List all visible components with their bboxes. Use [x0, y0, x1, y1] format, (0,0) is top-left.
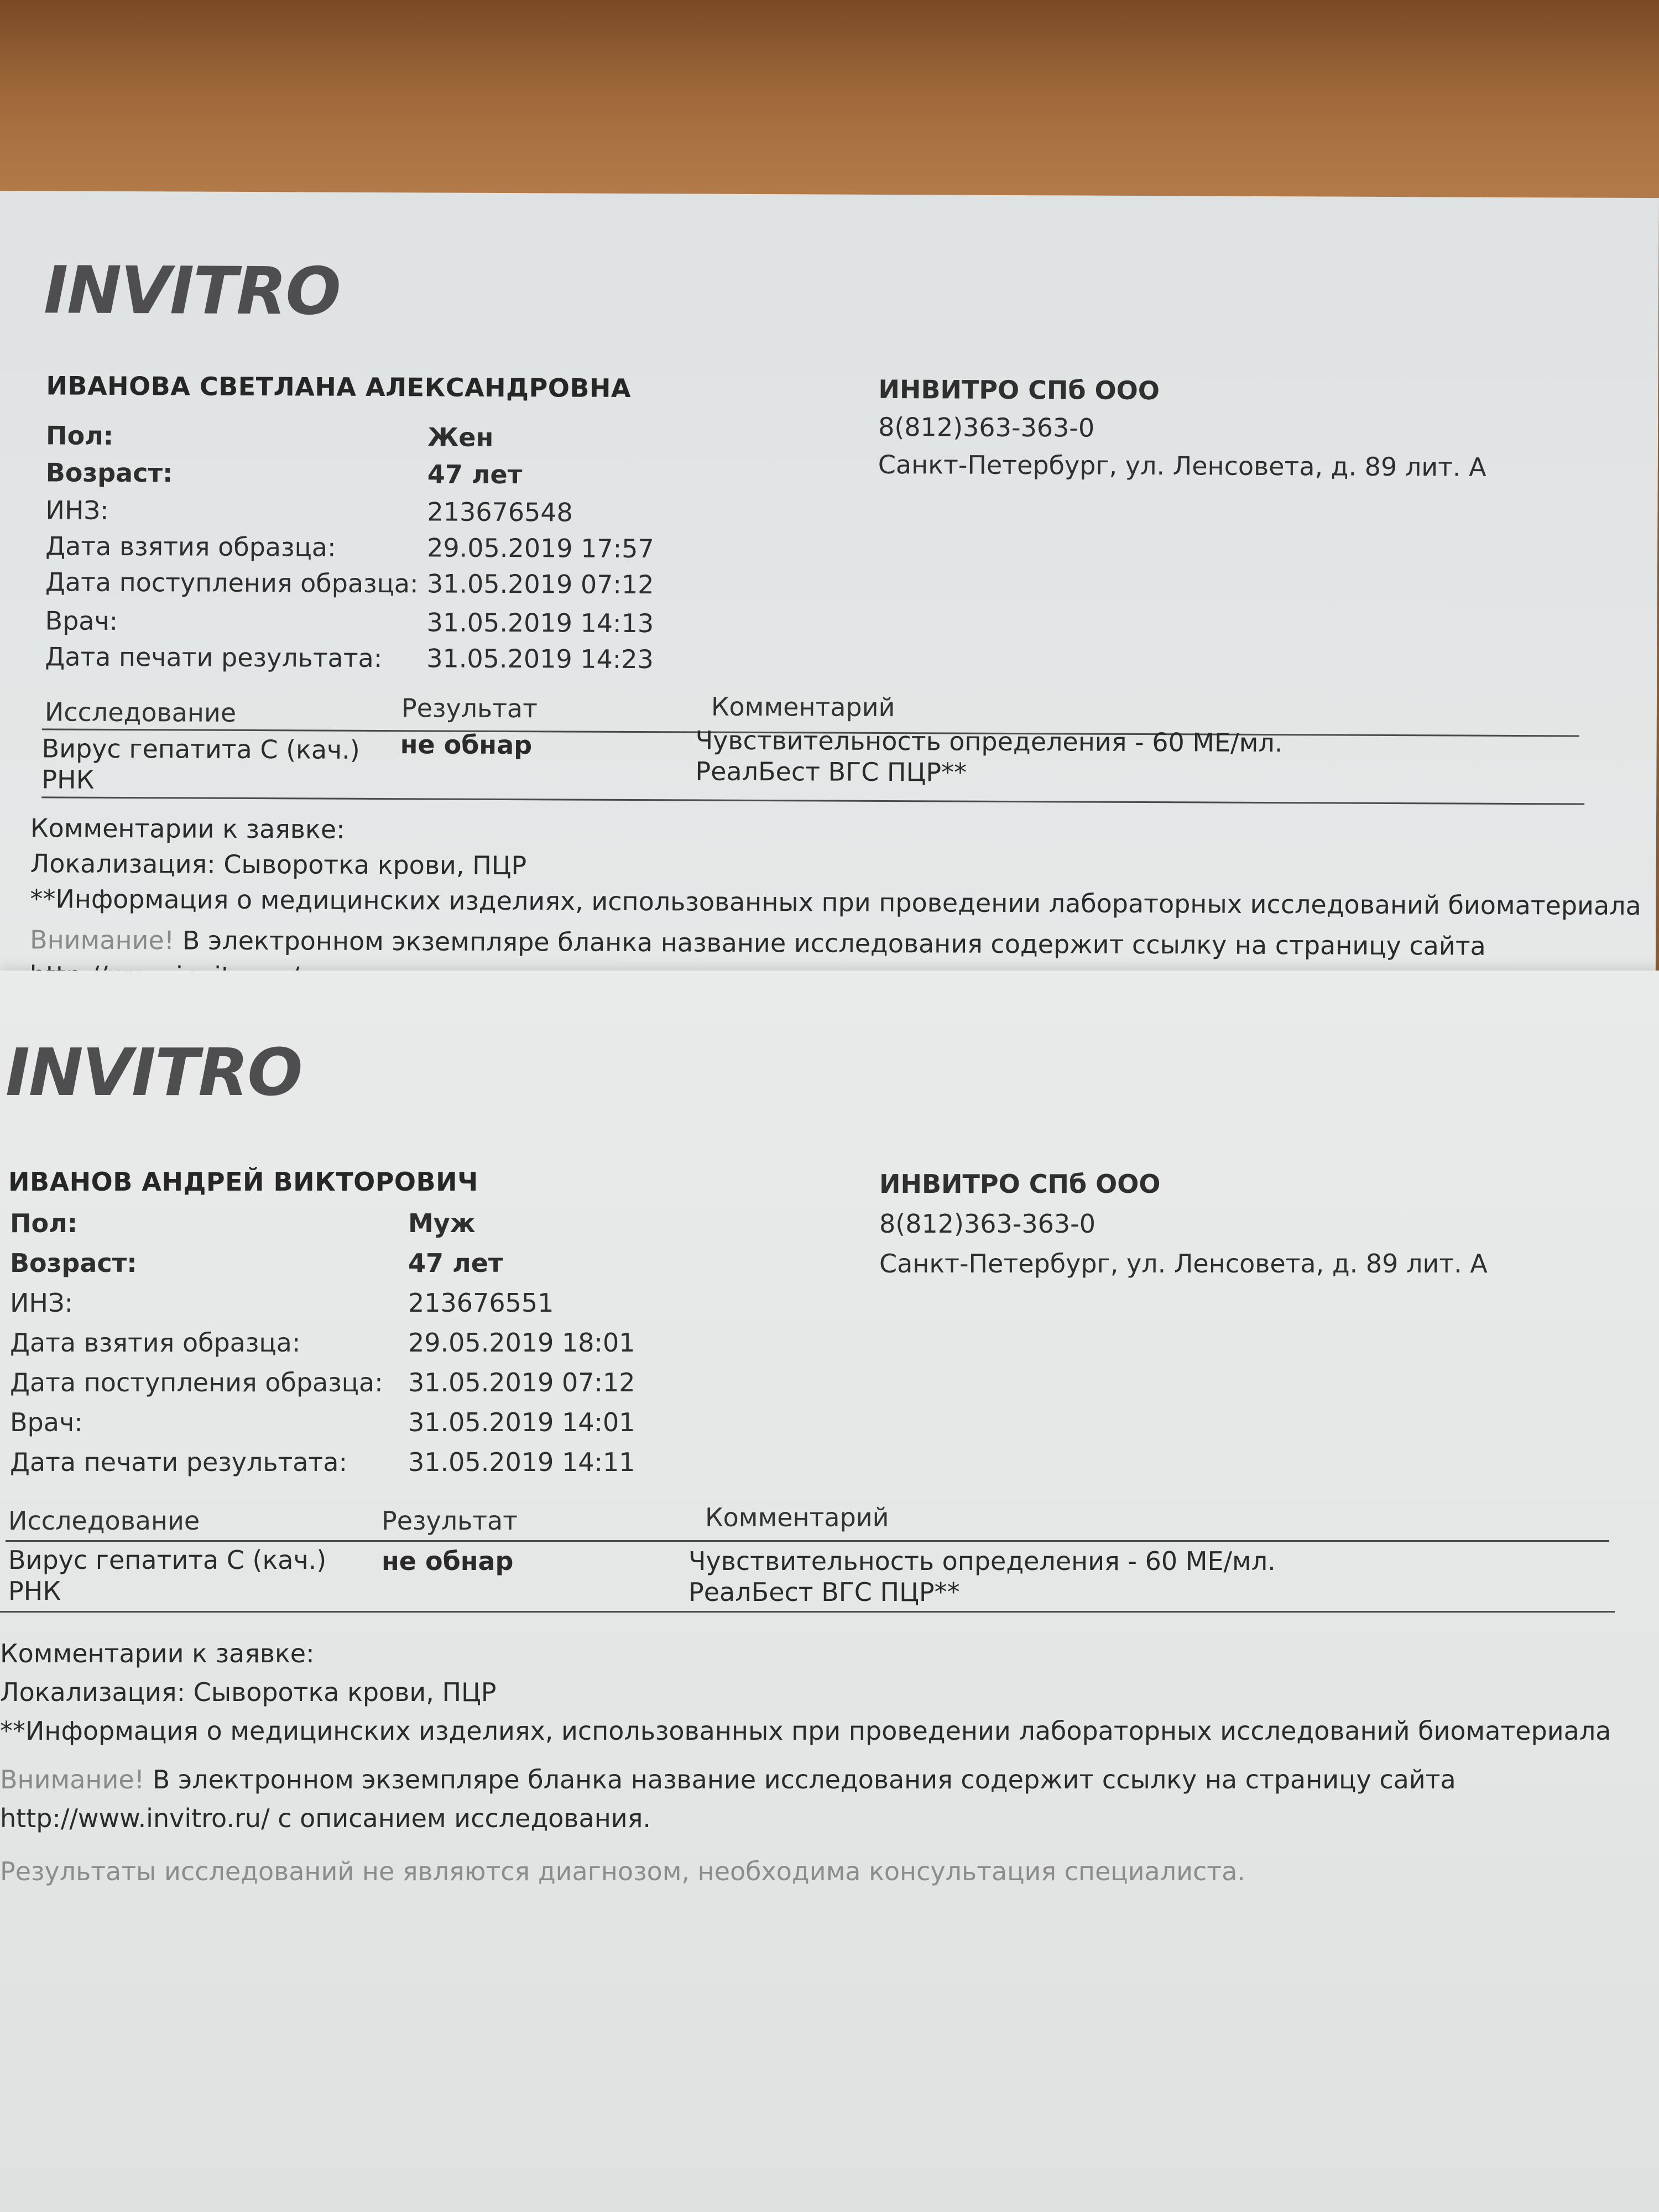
info-label: Дата печати результата: — [10, 1447, 347, 1477]
column-header-comment: Комментарий — [705, 1503, 889, 1532]
lab-name: ИНВИТРО СПб ООО — [879, 1169, 1161, 1199]
table-header-rule — [6, 1540, 1609, 1542]
sex-value: Жен — [427, 422, 494, 452]
sample-received-value: 31.05.2019 07:12 — [426, 568, 654, 600]
test-name-line: РНК — [41, 764, 95, 795]
wooden-table-background — [0, 0, 1659, 221]
test-name-line: Вирус гепатита С (кач.) — [41, 733, 360, 765]
sample-taken-value: 29.05.2019 18:01 — [408, 1328, 635, 1358]
request-comments — [0, 1634, 1611, 1891]
comment-line: Чувствительность определения - 60 МЕ/мл. — [695, 725, 1283, 758]
sex-value: Муж — [408, 1208, 476, 1238]
invitro-logo: INVITRO — [6, 1034, 302, 1110]
info-label: Пол: — [45, 420, 114, 451]
sample-taken-value: 29.05.2019 17:57 — [427, 533, 654, 564]
column-header-result: Результат — [401, 693, 538, 724]
printed-value: 31.05.2019 14:23 — [426, 643, 654, 675]
lab-address: Санкт-Петербург, ул. Ленсовета, д. 89 лит. А — [878, 449, 1486, 482]
info-label: Дата печати результата: — [45, 641, 383, 674]
comments-title: Комментарии к заявке: — [30, 813, 345, 844]
info-label: Возраст: — [10, 1248, 137, 1278]
column-header-test: Исследование — [8, 1506, 200, 1536]
comment-cell — [695, 724, 1282, 789]
lab-report-sheet-2 — [0, 971, 1659, 2212]
comments-title: Комментарии к заявке: — [0, 1639, 315, 1668]
lab-address: Санкт-Петербург, ул. Ленсовета, д. 89 лит. А — [879, 1249, 1488, 1279]
printed-value: 31.05.2019 14:11 — [408, 1447, 635, 1477]
warning-url-line: http://www.invitro.ru/ с описанием исследования. — [0, 1803, 651, 1833]
warning-label: Внимание! — [29, 925, 175, 956]
table-bottom-rule — [41, 796, 1584, 805]
column-header-result: Результат — [382, 1506, 518, 1536]
devices-info-text: **Информация о медицинских изделиях, использованных при проведении лабораторных исследований биоматериала — [30, 884, 1641, 921]
localization-text: Локализация: Сыворотка крови, ПЦР — [30, 848, 527, 881]
inz-value: 213676548 — [427, 497, 573, 528]
devices-info-text: **Информация о медицинских изделиях, использованных при проведении лабораторных исследований биоматериала — [0, 1716, 1611, 1746]
doctor-value: 31.05.2019 14:01 — [408, 1407, 635, 1437]
patient-name: ИВАНОВ АНДРЕЙ ВИКТОРОВИЧ — [8, 1167, 478, 1197]
comment-line: РеалБест ВГС ПЦР** — [688, 1577, 960, 1607]
result-cell: не обнар — [382, 1546, 514, 1576]
lab-name: ИНВИТРО СПб ООО — [878, 374, 1160, 406]
warning-body: В электронном экземпляре бланка название исследования содержит ссылку на страницу сайта — [144, 1765, 1456, 1794]
invitro-logo: INVITRO — [43, 252, 341, 330]
info-label: Дата поступления образца: — [10, 1368, 383, 1397]
doctor-value: 31.05.2019 14:13 — [426, 607, 654, 639]
age-value: 47 лет — [408, 1248, 503, 1278]
disclaimer-text: Результаты исследований не являются диагнозом, необходима консультация специалиста. — [0, 1856, 1245, 1886]
warning-body: В электронном экземпляре бланка название исследования содержит ссылку на страницу сайта — [174, 925, 1486, 961]
patient-name: ИВАНОВА СВЕТЛАНА АЛЕКСАНДРОВНА — [46, 371, 632, 403]
column-header-test: Исследование — [44, 697, 237, 728]
lab-phone: 8(812)363-363-0 — [878, 411, 1095, 443]
lab-contact-block — [878, 371, 1487, 486]
lab-report-sheet-1 — [0, 191, 1659, 1000]
info-label: ИНЗ: — [10, 1288, 73, 1318]
sample-received-value: 31.05.2019 07:12 — [408, 1368, 635, 1397]
comment-cell — [688, 1546, 1276, 1608]
test-name-line: Вирус гепатита С (кач.) — [8, 1545, 327, 1575]
info-label: Дата взятия образца: — [10, 1328, 301, 1358]
info-label: ИНЗ: — [45, 495, 109, 525]
age-value: 47 лет — [427, 459, 523, 490]
info-label: Дата поступления образца: — [45, 567, 419, 599]
lab-contact-block — [879, 1164, 1488, 1284]
warning-label: Внимание! — [0, 1765, 145, 1794]
info-label: Возраст: — [45, 457, 173, 488]
info-label: Пол: — [10, 1208, 78, 1238]
comment-line: Чувствительность определения - 60 МЕ/мл. — [688, 1546, 1276, 1576]
column-header-comment: Комментарий — [711, 691, 895, 723]
test-name-line: РНК — [8, 1576, 61, 1606]
info-label: Дата взятия образца: — [45, 531, 336, 562]
lab-phone: 8(812)363-363-0 — [879, 1209, 1096, 1239]
table-bottom-rule — [0, 1611, 1615, 1613]
comment-line: РеалБест ВГС ПЦР** — [695, 756, 967, 787]
test-name-cell — [41, 733, 360, 796]
warning-text — [0, 1760, 1611, 1799]
localization-text: Локализация: Сыворотка крови, ПЦР — [0, 1677, 497, 1707]
test-name-cell — [8, 1545, 326, 1606]
result-cell: не обнар — [400, 729, 533, 760]
info-label: Врач: — [10, 1407, 83, 1437]
inz-value: 213676551 — [408, 1288, 554, 1318]
info-label: Врач: — [45, 606, 118, 636]
